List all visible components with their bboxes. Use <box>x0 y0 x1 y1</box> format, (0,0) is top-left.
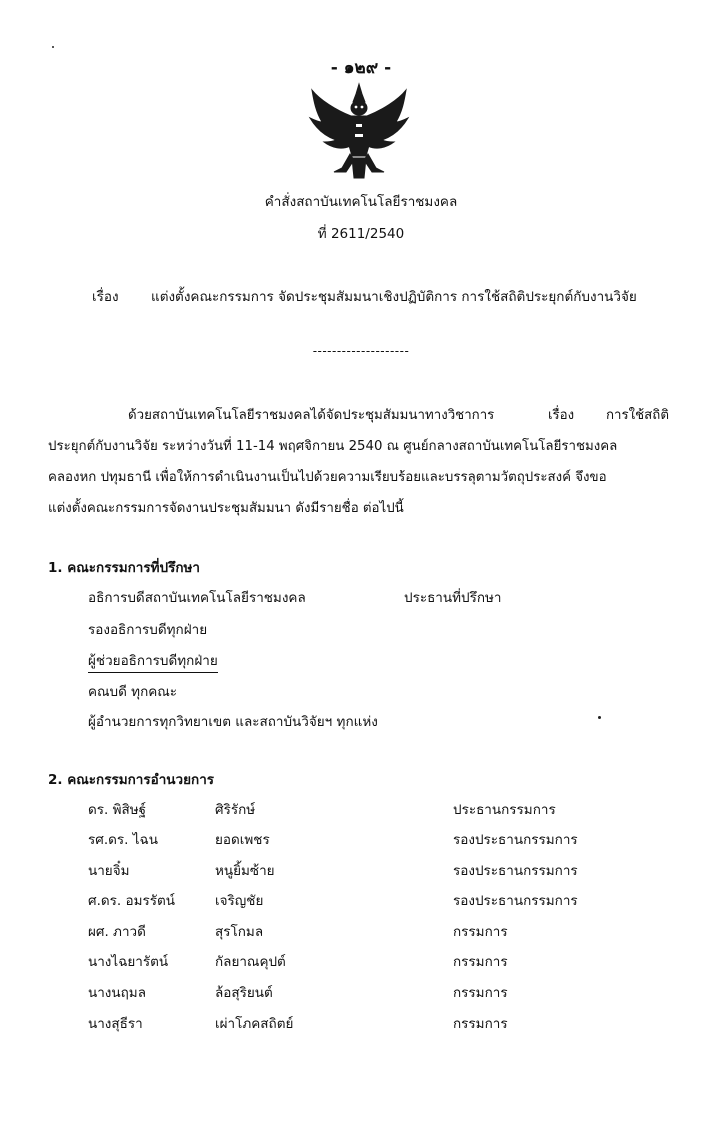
advisor-role: ประธานที่ปรึกษา <box>404 590 502 606</box>
garuda-emblem-icon <box>306 82 412 182</box>
directors-heading: 2. คณะกรรมการอำนวยการ <box>48 772 215 788</box>
divider: -------------------- <box>312 344 410 358</box>
member-last-name: ล้อสุริยนต์ <box>215 985 273 1001</box>
member-first-name: ดร. พิสิษฐ์ <box>88 802 147 818</box>
intro-line4: แต่งตั้งคณะกรรมการจัดงานประชุมสัมมนา ดังมีรายชื่อ ต่อไปนี้ <box>48 501 404 516</box>
advisor-item: อธิการบดีสถาบันเทคโนโลยีราชมงคล <box>88 590 306 606</box>
subject-label: เรื่อง <box>92 289 119 305</box>
member-first-name: นางนฤมล <box>88 985 146 1001</box>
member-role: กรรมการ <box>453 954 508 970</box>
member-last-name: ยอดเพชร <box>215 832 270 848</box>
member-role: ประธานกรรมการ <box>453 802 556 818</box>
member-last-name: ศิริรักษ์ <box>215 802 256 818</box>
advisor-item: คณบดี ทุกคณะ <box>88 684 178 700</box>
member-role: รองประธานกรรมการ <box>453 863 578 879</box>
order-title: คำสั่งสถาบันเทคโนโลยีราชมงคล <box>264 194 458 210</box>
member-role: กรรมการ <box>453 1016 508 1032</box>
member-role: รองประธานกรรมการ <box>453 893 578 909</box>
intro-line1-b: เรื่อง <box>548 408 575 423</box>
member-first-name: นางไฉยารัตน์ <box>88 954 169 970</box>
intro-line1-a: ด้วยสถาบันเทคโนโลยีราชมงคลได้จัดประชุมสัมมนาทางวิชาการ <box>128 408 495 423</box>
scan-speck <box>52 46 54 48</box>
advisor-item: ผู้ช่วยอธิการบดีทุกฝ่าย <box>88 649 218 673</box>
advisor-item: รองอธิการบดีทุกฝ่าย <box>88 622 208 638</box>
member-first-name: ศ.ดร. อมรรัตน์ <box>88 893 175 909</box>
advisors-heading: 1. คณะกรรมการที่ปรึกษา <box>48 560 200 576</box>
member-role: รองประธานกรรมการ <box>453 832 578 848</box>
advisor-item: ผู้อำนวยการทุกวิทยาเขต และสถาบันวิจัยฯ ทุกแห่ง <box>88 714 378 730</box>
member-last-name: หนูยิ้มซ้าย <box>215 863 275 879</box>
member-first-name: นายจิ๋ม <box>88 863 130 879</box>
intro-line3: คลองหก ปทุมธานี เพื่อให้การดำเนินงานเป็นไปด้วยความเรียบร้อยและบรรลุตามวัตถุประสงค์ จึงขอ <box>48 470 607 485</box>
intro-line1-c: การใช้สถิติ <box>606 408 669 423</box>
member-last-name: กัลยาณคุปต์ <box>215 954 286 970</box>
member-last-name: สุรโกมล <box>215 924 264 940</box>
page-number: - ๑๒๙ - <box>330 58 392 78</box>
member-role: กรรมการ <box>453 985 508 1001</box>
member-first-name: นางสุธีรา <box>88 1016 143 1032</box>
member-last-name: เจริญชัย <box>215 893 264 909</box>
member-last-name: เผ่าโภคสถิตย์ <box>215 1016 294 1032</box>
order-number: ที่ 2611/2540 <box>317 226 405 242</box>
scan-speck <box>598 716 601 719</box>
intro-line2: ประยุกต์กับงานวิจัย ระหว่างวันที่ 11-14 พฤศจิกายน 2540 ณ ศูนย์กลางสถาบันเทคโนโลยีราชมงคล <box>48 439 618 454</box>
subject-text: แต่งตั้งคณะกรรมการ จัดประชุมสัมมนาเชิงปฏิบัติการ การใช้สถิติประยุกต์กับงานวิจัย <box>151 289 637 305</box>
member-role: กรรมการ <box>453 924 508 940</box>
member-first-name: รศ.ดร. ไฉน <box>88 832 158 848</box>
member-first-name: ผศ. ภาวดี <box>88 924 146 940</box>
